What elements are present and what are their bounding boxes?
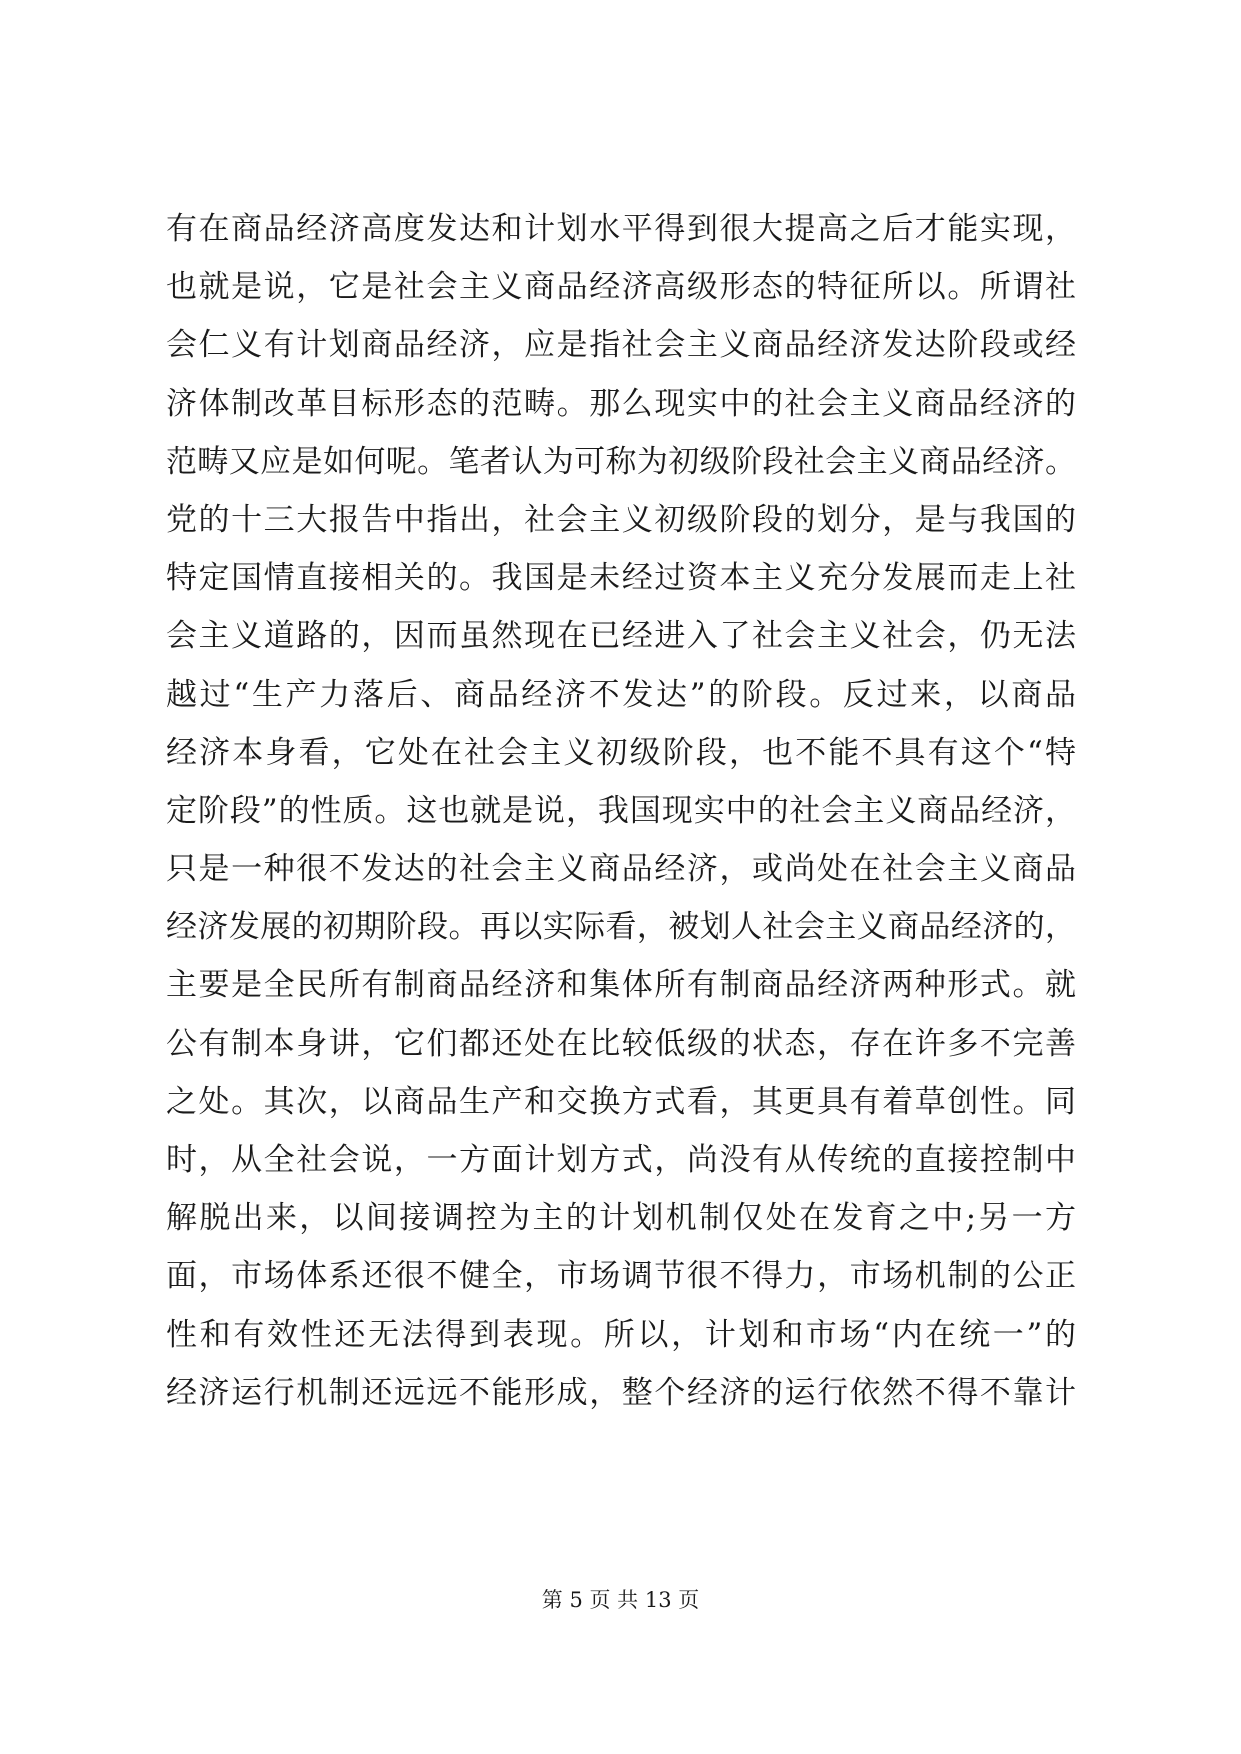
text-line-13: 经济发展的初期阶段。再以实际看，被划人社会主义商品经济的， — [166, 909, 1076, 946]
page-footer — [0, 1586, 1241, 1614]
text-line-5: 范畴又应是如何呢。笔者认为可称为初级阶段社会主义商品经济。 — [166, 443, 1076, 480]
text-line-8: 会主义道路的，因而虽然现在已经进入了社会主义社会，仍无法 — [166, 618, 1076, 655]
text-line-9: 越过“生产力落后、商品经济不发达”的阶段。反过来，以商品 — [166, 676, 1076, 713]
text-line-17: 时，从全社会说，一方面计划方式，尚没有从传统的直接控制中 — [166, 1142, 1076, 1178]
text-line-20: 性和有效性还无法得到表现。所以，计划和市场“内在统一”的 — [166, 1316, 1076, 1353]
text-line-18: 解脱出来，以间接调控为主的计划机制仅处在发育之中;另一方 — [166, 1200, 1076, 1237]
text-line-10: 经济本身看，它处在社会主义初级阶段，也不能不具有这个“特 — [166, 734, 1076, 771]
body-text — [166, 200, 1076, 1422]
text-line-1: 有在商品经济高度发达和计划水平得到很大提高之后才能实现， — [166, 211, 1076, 247]
text-line-11: 定阶段”的性质。这也就是说，我国现实中的社会主义商品经济， — [166, 792, 1076, 829]
text-line-21: 经济运行机制还远远不能形成，整个经济的运行依然不得不靠计 — [166, 1374, 1076, 1411]
text-line-15: 公有制本身讲，它们都还处在比较低级的状态，存在许多不完善 — [166, 1025, 1076, 1062]
text-line-7: 特定国情直接相关的。我国是未经过资本主义充分发展而走上社 — [166, 560, 1076, 597]
text-line-16: 之处。其次，以商品生产和交换方式看，其更具有着草创性。同 — [166, 1083, 1076, 1120]
text-line-6: 党的十三大报告中指出，社会主义初级阶段的划分，是与我国的 — [166, 501, 1076, 538]
page-number: 第 5 页 共 13 页 — [541, 1588, 700, 1612]
text-line-12: 只是一种很不发达的社会主义商品经济，或尚处在社会主义商品 — [166, 851, 1076, 888]
text-line-19: 面，市场体系还很不健全，市场调节很不得力，市场机制的公正 — [166, 1258, 1076, 1295]
text-line-3: 会仁义有计划商品经济，应是指社会主义商品经济发达阶段或经 — [166, 327, 1076, 364]
text-line-2: 也就是说，它是社会主义商品经济高级形态的特征所以。所谓社 — [166, 269, 1076, 306]
text-line-14: 主要是全民所有制商品经济和集体所有制商品经济两种形式。就 — [166, 967, 1076, 1004]
text-line-4: 济体制改革目标形态的范畴。那么现实中的社会主义商品经济的 — [166, 385, 1076, 422]
